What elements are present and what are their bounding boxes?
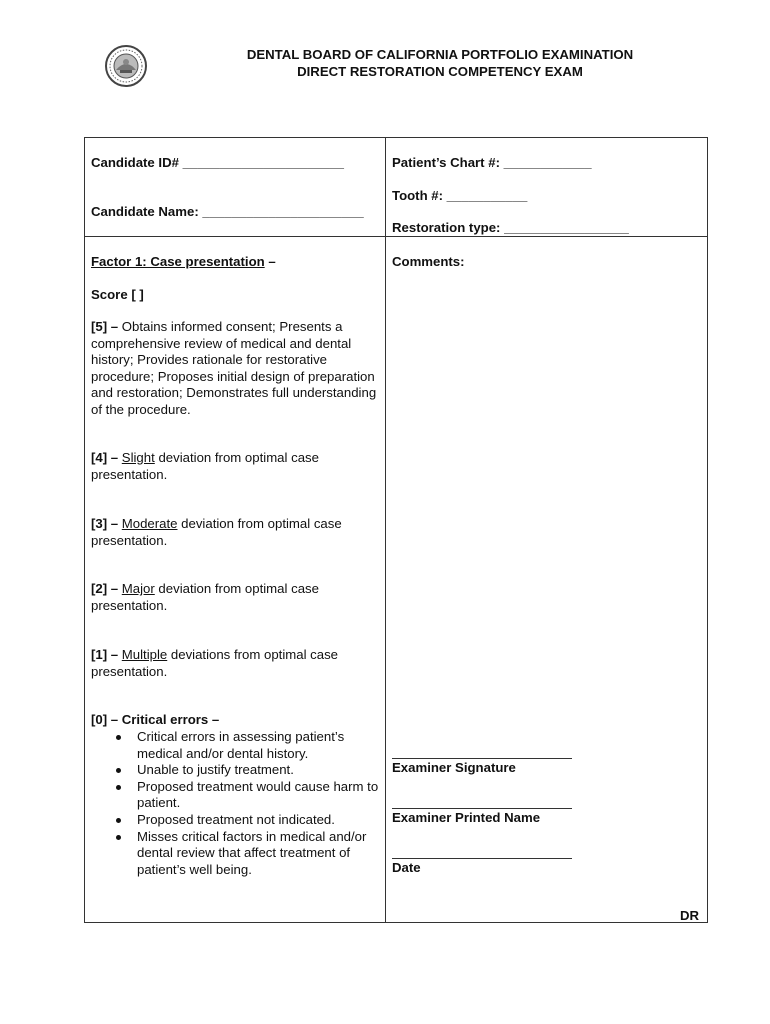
- list-item: Critical errors in assessing patient’s medical and/or dental history.: [91, 729, 381, 762]
- score-field[interactable]: Score [ ]: [91, 287, 144, 302]
- exam-form: [84, 137, 708, 923]
- tooth-field[interactable]: Tooth #: ___________: [392, 188, 528, 203]
- list-item: Misses critical factors in medical and/or dental review that affect treatment of patient’s well being.: [91, 829, 381, 879]
- score-5-prefix: [5] –: [91, 319, 122, 334]
- comments-label: Comments:: [392, 254, 465, 269]
- list-item: Proposed treatment not indicated.: [91, 812, 381, 829]
- score-4-prefix: [4] –: [91, 450, 122, 465]
- score-1-text: deviations from optimal case presentation.: [91, 647, 339, 679]
- score-3-description: [91, 516, 381, 549]
- score-3-prefix: [3] –: [91, 516, 122, 531]
- candidate-name-field[interactable]: Candidate Name: ______________________: [91, 204, 364, 219]
- column-divider: [385, 138, 386, 922]
- state-seal-icon: [104, 44, 148, 88]
- score-0-title: [0] – Critical errors –: [91, 712, 220, 727]
- critical-errors-list: [91, 729, 381, 878]
- factor-title: [91, 254, 276, 271]
- score-4-description: [91, 450, 381, 483]
- examiner-printed-name-label: Examiner Printed Name: [392, 810, 541, 825]
- header-line-2: DIRECT RESTORATION COMPETENCY EXAM: [297, 64, 583, 79]
- header-line-1: DENTAL BOARD OF CALIFORNIA PORTFOLIO EXAMINATION: [246, 47, 634, 62]
- score-5-description: [91, 319, 381, 419]
- date-label: Date: [392, 860, 421, 875]
- score-1-prefix: [1] –: [91, 647, 122, 662]
- score-2-prefix: [2] –: [91, 581, 122, 596]
- score-2-key: Major: [121, 581, 155, 596]
- patient-chart-field[interactable]: Patient’s Chart #: ____________: [392, 155, 592, 170]
- score-3-key: Moderate: [121, 516, 178, 531]
- examiner-signature-label: Examiner Signature: [392, 760, 516, 775]
- factor-title-text: Factor 1: Case presentation: [91, 254, 265, 269]
- score-1-description: [91, 647, 381, 680]
- candidate-id-field[interactable]: Candidate ID# ______________________: [91, 155, 344, 170]
- comments-area[interactable]: [387, 278, 705, 748]
- score-3-text: deviation from optimal case presentation.: [91, 516, 342, 548]
- examiner-signature-line[interactable]: [392, 758, 572, 759]
- score-2-text: deviation from optimal case presentation.: [91, 581, 319, 613]
- restoration-type-field[interactable]: Restoration type: _________________: [392, 220, 629, 235]
- score-1-key: Multiple: [121, 647, 168, 662]
- score-2-description: [91, 581, 381, 614]
- date-line[interactable]: [392, 858, 572, 859]
- list-item: Proposed treatment would cause harm to patient.: [91, 779, 381, 812]
- form-code: DR: [679, 908, 699, 923]
- list-item: Unable to justify treatment.: [91, 762, 381, 779]
- score-5-text: Obtains informed consent; Presents a comprehensive review of medical and dental history; Provides rationale for restorative procedure; Proposes initial design of preparation and restoration; Demonstrates full understanding of the procedure.: [91, 319, 377, 417]
- factor-title-dash: –: [264, 254, 276, 269]
- score-4-text: deviation from optimal case presentation.: [91, 450, 319, 482]
- score-4-key: Slight: [121, 450, 155, 465]
- examiner-printed-name-line[interactable]: [392, 808, 572, 809]
- document-header: [180, 46, 700, 80]
